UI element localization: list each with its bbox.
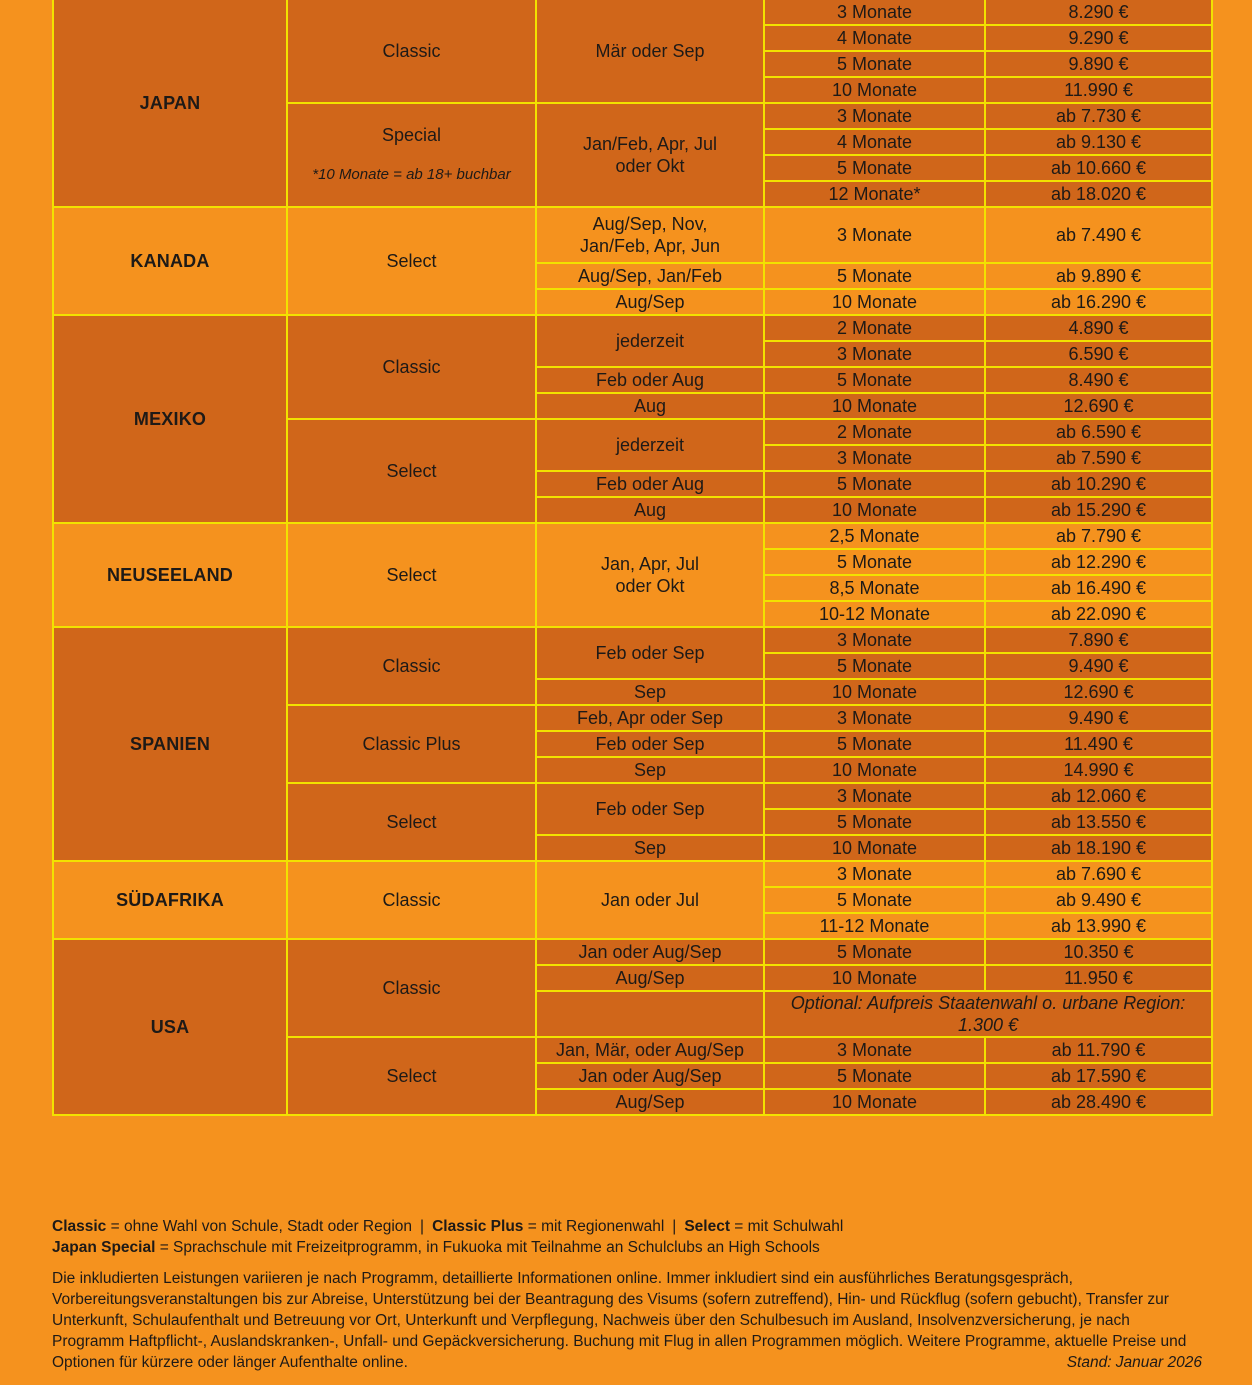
- duration-cell: 10 Monate: [764, 289, 985, 315]
- price-cell: ab 16.490 €: [985, 575, 1212, 601]
- duration-cell: 5 Monate: [764, 51, 985, 77]
- country-kanada: KANADA: [53, 207, 287, 315]
- start-cell: Feb oder Sep: [536, 627, 764, 679]
- duration-cell: 3 Monate: [764, 341, 985, 367]
- price-cell: 11.950 €: [985, 965, 1212, 991]
- price-cell: ab 7.690 €: [985, 861, 1212, 887]
- price-cell: ab 28.490 €: [985, 1089, 1212, 1115]
- info-paragraph: [52, 1268, 1202, 1373]
- price-cell: ab 6.590 €: [985, 419, 1212, 445]
- start-cell: Feb oder Aug: [536, 471, 764, 497]
- program-cell: Classic: [287, 315, 536, 419]
- legend-japan-special-term: Japan Special: [52, 1239, 156, 1256]
- duration-cell: 10 Monate: [764, 757, 985, 783]
- duration-cell: 3 Monate: [764, 627, 985, 653]
- duration-cell: 10 Monate: [764, 1089, 985, 1115]
- price-cell: ab 9.890 €: [985, 263, 1212, 289]
- country-japan: JAPAN: [53, 0, 287, 207]
- duration-cell: 5 Monate: [764, 887, 985, 913]
- legend-select-term: Select: [684, 1218, 730, 1235]
- duration-cell: 10-12 Monate: [764, 601, 985, 627]
- table-row: [53, 861, 1212, 887]
- legend-classic-plus-desc: = mit Regionenwahl: [523, 1218, 665, 1235]
- program-cell: Select: [287, 1037, 536, 1115]
- start-cell: Feb oder Sep: [536, 731, 764, 757]
- duration-cell: 12 Monate*: [764, 181, 985, 207]
- price-cell: ab 9.490 €: [985, 887, 1212, 913]
- country-spanien: SPANIEN: [53, 627, 287, 861]
- price-cell: ab 7.590 €: [985, 445, 1212, 471]
- program-cell: Select: [287, 523, 536, 627]
- duration-cell: 2 Monate: [764, 419, 985, 445]
- duration-cell: 10 Monate: [764, 679, 985, 705]
- price-cell: ab 16.290 €: [985, 289, 1212, 315]
- duration-cell: 3 Monate: [764, 783, 985, 809]
- duration-cell: 5 Monate: [764, 653, 985, 679]
- price-cell: 10.350 €: [985, 939, 1212, 965]
- start-cell: Feb oder Aug: [536, 367, 764, 393]
- price-cell: 8.490 €: [985, 367, 1212, 393]
- program-cell: Classic: [287, 861, 536, 939]
- price-cell: ab 22.090 €: [985, 601, 1212, 627]
- duration-cell: 5 Monate: [764, 155, 985, 181]
- country-neuseeland: NEUSEELAND: [53, 523, 287, 627]
- start-cell: Aug: [536, 393, 764, 419]
- start-cell: Feb, Apr oder Sep: [536, 705, 764, 731]
- duration-cell: 3 Monate: [764, 861, 985, 887]
- price-cell: 14.990 €: [985, 757, 1212, 783]
- footer: [52, 1216, 1202, 1373]
- start-cell: Aug/Sep: [536, 1089, 764, 1115]
- price-cell: ab 17.590 €: [985, 1063, 1212, 1089]
- table-row: [53, 0, 1212, 25]
- start-cell: Aug/Sep, Jan/Feb: [536, 263, 764, 289]
- start-cell: Aug: [536, 497, 764, 523]
- duration-cell: 5 Monate: [764, 549, 985, 575]
- price-cell: 11.490 €: [985, 731, 1212, 757]
- legend-select-desc: = mit Schulwahl: [729, 1218, 844, 1235]
- country-suedafrika: SÜDAFRIKA: [53, 861, 287, 939]
- start-cell: Aug/Sep, Nov, Jan/Feb, Apr, Jun: [536, 207, 764, 263]
- duration-cell: 10 Monate: [764, 497, 985, 523]
- duration-cell: 3 Monate: [764, 207, 985, 263]
- start-cell: Sep: [536, 757, 764, 783]
- duration-cell: 11-12 Monate: [764, 913, 985, 939]
- duration-cell: 2 Monate: [764, 315, 985, 341]
- program-cell: Select: [287, 419, 536, 523]
- price-cell: 7.890 €: [985, 627, 1212, 653]
- program-cell: Classic: [287, 627, 536, 705]
- country-mexiko: MEXIKO: [53, 315, 287, 523]
- duration-cell: 5 Monate: [764, 731, 985, 757]
- duration-cell: 3 Monate: [764, 103, 985, 129]
- price-cell: ab 18.190 €: [985, 835, 1212, 861]
- stand-date: Stand: Januar 2026: [1066, 1354, 1202, 1371]
- duration-cell: 5 Monate: [764, 1063, 985, 1089]
- start-cell: Jan, Apr, Jul oder Okt: [536, 523, 764, 627]
- duration-cell: 5 Monate: [764, 809, 985, 835]
- legend-line-1: [52, 1216, 1202, 1237]
- duration-cell: 4 Monate: [764, 25, 985, 51]
- start-cell: Sep: [536, 835, 764, 861]
- price-cell: ab 13.550 €: [985, 809, 1212, 835]
- duration-cell: 3 Monate: [764, 705, 985, 731]
- price-cell: ab 9.130 €: [985, 129, 1212, 155]
- duration-cell: 3 Monate: [764, 0, 985, 25]
- duration-cell: 5 Monate: [764, 367, 985, 393]
- price-cell: 8.290 €: [985, 0, 1212, 25]
- start-cell: Aug/Sep: [536, 289, 764, 315]
- table-row: [53, 207, 1212, 263]
- price-cell: 9.490 €: [985, 653, 1212, 679]
- price-cell: ab 15.290 €: [985, 497, 1212, 523]
- legend-line-2: [52, 1237, 1202, 1258]
- duration-cell: 2,5 Monate: [764, 523, 985, 549]
- start-cell: Feb oder Sep: [536, 783, 764, 835]
- duration-cell: 3 Monate: [764, 1037, 985, 1063]
- start-cell: jederzeit: [536, 315, 764, 367]
- price-cell: ab 12.060 €: [985, 783, 1212, 809]
- usa-optional-note: Optional: Aufpreis Staatenwahl o. urbane Region: 1.300 €: [764, 991, 1212, 1037]
- price-cell: ab 13.990 €: [985, 913, 1212, 939]
- start-cell: jederzeit: [536, 419, 764, 471]
- start-cell: Jan oder Aug/Sep: [536, 1063, 764, 1089]
- country-usa: USA: [53, 939, 287, 1115]
- duration-cell: 10 Monate: [764, 77, 985, 103]
- program-cell: Classic Plus: [287, 705, 536, 783]
- duration-cell: 5 Monate: [764, 939, 985, 965]
- legend-classic-desc: = ohne Wahl von Schule, Stadt oder Region: [106, 1218, 413, 1235]
- duration-cell: 3 Monate: [764, 445, 985, 471]
- duration-cell: 10 Monate: [764, 393, 985, 419]
- price-cell: ab 11.790 €: [985, 1037, 1212, 1063]
- start-cell: Mär oder Sep: [536, 0, 764, 103]
- start-cell: Jan/Feb, Apr, Jul oder Okt: [536, 103, 764, 207]
- price-cell: ab 10.660 €: [985, 155, 1212, 181]
- table-row: [53, 523, 1212, 549]
- price-cell: 9.490 €: [985, 705, 1212, 731]
- price-table: [52, 0, 1213, 1116]
- program-cell: Classic: [287, 0, 536, 103]
- program-cell-special: [287, 103, 536, 207]
- price-cell: 11.990 €: [985, 77, 1212, 103]
- program-label: Special: [381, 125, 442, 145]
- price-cell: ab 7.790 €: [985, 523, 1212, 549]
- start-cell: Sep: [536, 679, 764, 705]
- duration-cell: 10 Monate: [764, 965, 985, 991]
- start-cell: Jan oder Aug/Sep: [536, 939, 764, 965]
- price-cell: 9.290 €: [985, 25, 1212, 51]
- legend-classic-term: Classic: [52, 1218, 107, 1235]
- program-cell: Select: [287, 207, 536, 315]
- duration-cell: 5 Monate: [764, 471, 985, 497]
- duration-cell: 5 Monate: [764, 263, 985, 289]
- program-cell: Classic: [287, 939, 536, 1037]
- price-cell: 4.890 €: [985, 315, 1212, 341]
- duration-cell: 8,5 Monate: [764, 575, 985, 601]
- legend-japan-special-desc: = Sprachschule mit Freizeitprogramm, in Fukuoka mit Teilnahme an Schulclubs an High Schools: [155, 1239, 820, 1256]
- price-cell: 6.590 €: [985, 341, 1212, 367]
- price-cell: ab 18.020 €: [985, 181, 1212, 207]
- japan-special-note: *10 Monate = ab 18+ buchbar: [312, 166, 511, 183]
- legend-separator: |: [672, 1218, 677, 1235]
- info-text: Die inkludierten Leistungen variieren je nach Programm, detaillierte Informationen online. Immer inkludiert sind ein ausführliches Beratungsgespräch, Vorbereitungsveranstaltungen bis zur Abreise, Unterstützung bei der Beantragung des Visums (sofern zutreffend), Hin- und Rückflug (sofern gebucht), Transfer zur Unterkunft, Schulaufenthalt und Betreuung vor Ort, Unterkunft und Verpflegung, Nachweis über den Schulbesuch im Ausland, Insolvenzversicherung, je nach Programm Haftpflicht-, Auslandskranken-, Unfall- und Gepäckversicherung. Buchung mit Flug in allen Programmen möglich. Weitere Programme, aktuelle Preise und Optionen für kürzere oder länger Aufenthalte online.: [52, 1270, 1187, 1371]
- start-cell: Aug/Sep: [536, 965, 764, 991]
- start-cell-empty: [536, 991, 764, 1037]
- price-cell: ab 7.490 €: [985, 207, 1212, 263]
- price-cell: ab 12.290 €: [985, 549, 1212, 575]
- legend-classic-plus-term: Classic Plus: [432, 1218, 524, 1235]
- start-cell: Jan oder Jul: [536, 861, 764, 939]
- price-cell: 12.690 €: [985, 393, 1212, 419]
- table-row: [53, 939, 1212, 965]
- program-cell: Select: [287, 783, 536, 861]
- price-cell: ab 7.730 €: [985, 103, 1212, 129]
- price-cell: 12.690 €: [985, 679, 1212, 705]
- price-cell: 9.890 €: [985, 51, 1212, 77]
- table-row: [53, 627, 1212, 653]
- duration-cell: 10 Monate: [764, 835, 985, 861]
- duration-cell: 4 Monate: [764, 129, 985, 155]
- legend-separator: |: [420, 1218, 425, 1235]
- table-row: [53, 315, 1212, 341]
- start-cell: Jan, Mär, oder Aug/Sep: [536, 1037, 764, 1063]
- price-cell: ab 10.290 €: [985, 471, 1212, 497]
